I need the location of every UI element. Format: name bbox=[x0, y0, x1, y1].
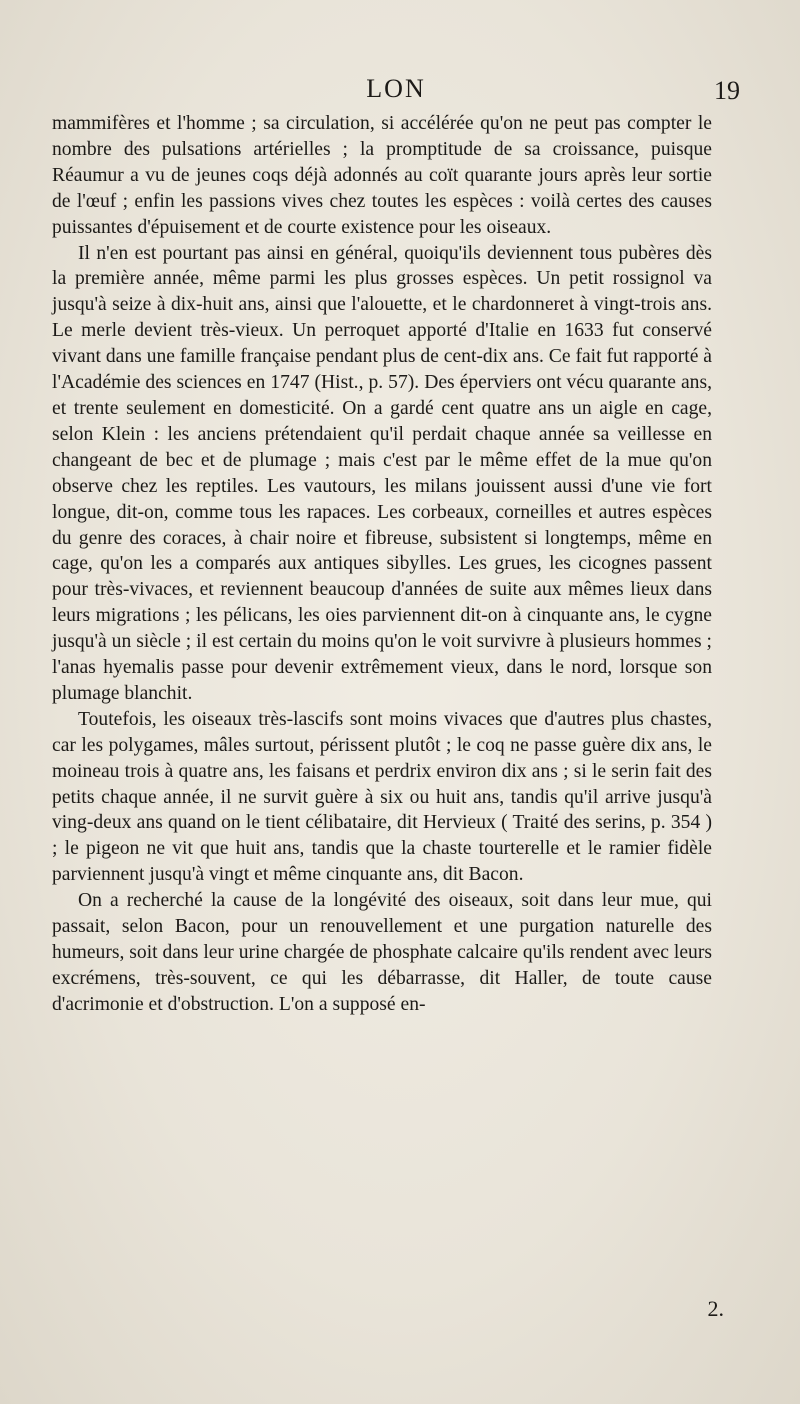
paragraph: Toutefois, les oiseaux très-lascifs sont moins vivaces que d'autres plus chastes, car les polygames, mâles surtout, périssent plutôt ; le coq ne passe guère dix ans, le moineau trois à quatre ans, les faisans et perdrix environ dix ans ; si le serin fait des petits chaque année, il ne survit guère à six ou huit ans, tandis qu'il arrive jusqu'à ving-deux ans quand on le tient célibataire, dit Hervieux ( Traité des serins, p. 354 ) ; le pigeon ne vit que huit ans, tandis que la chaste tourterelle et le ramier fidèle parviennent jusqu'à vingt et même cinquante ans, dit Bacon. bbox=[52, 708, 712, 886]
signature-mark: 2. bbox=[707, 1296, 724, 1321]
page-header bbox=[52, 74, 740, 108]
page-number: 19 bbox=[714, 76, 740, 105]
paragraph: On a recherché la cause de la longévité des oiseaux, soit dans leur mue, qui passait, selon Bacon, pour un renouvellement et une purgation naturelle des humeurs, soit dans leur urine chargée de phosphate calcaire qu'ils rendent avec leurs excrémens, très-souvent, ce qui les débarrasse, dit Haller, de toute cause d'acrimonie et d'obstruction. L'on a supposé en- bbox=[52, 890, 712, 1015]
running-head: LON bbox=[366, 74, 426, 103]
paragraph: Il n'en est pourtant pas ainsi en général, quoiqu'ils deviennent tous pubères dès la première année, même parmi les plus grosses espèces. Un petit rossignol va jusqu'à seize à dix-huit ans, ainsi que l'alouette, et le chardonneret à vingt-trois ans. Le merle devient très-vieux. Un perroquet apporté d'Italie en 1633 fut conservé vivant dans une famille française pendant plus de cent-dix ans. Ce fait fut rapporté à l'Académie des sciences en 1747 (Hist., p. 57). Des éperviers ont vécu quarante ans, et trente seulement en domesticité. On a gardé cent quatre ans un aigle en cage, selon Klein : les anciens prétendaient qu'il perdait chaque année sa veillesse en changeant de bec et de plumage ; mais c'est par le même effet de la mue qu'on observe chez les reptiles. Les vautours, les milans jouissent aussi d'une vie fort longue, dit-on, comme tous les rapaces. Les corbeaux, corneilles et autres espèces du genre des coraces, à chair noire et fibreuse, subsistent si longtemps, même en cage, qu'on les a comparés aux antiques sibylles. Les grues, les cicognes passent pour très-vivaces, et reviennent beaucoup d'années de suite aux mêmes lieux dans leurs migrations ; les pélicans, les oies parviennent dit-on à cinquante ans, le cygne jusqu'à un siècle ; il est certain du moins qu'on le voit survivre à plusieurs hommes ; l'anas hyemalis passe pour devenir extrêmement vieux, dans le nord, lorsque son plumage blanchit. bbox=[52, 242, 712, 704]
body-text bbox=[52, 111, 712, 1018]
paragraph: mammifères et l'homme ; sa circulation, si accélérée qu'on ne peut pas compter le nombre des pulsations artérielles ; la promptitude de sa croissance, puisque Réaumur a vu de jeunes coqs déjà adonnés au coït quarante jours après leur sortie de l'œuf ; enfin les passions vives chez toutes les espèces : voilà certes des causes puissantes d'épuisement et de courte existence pour les oiseaux. bbox=[52, 113, 712, 238]
